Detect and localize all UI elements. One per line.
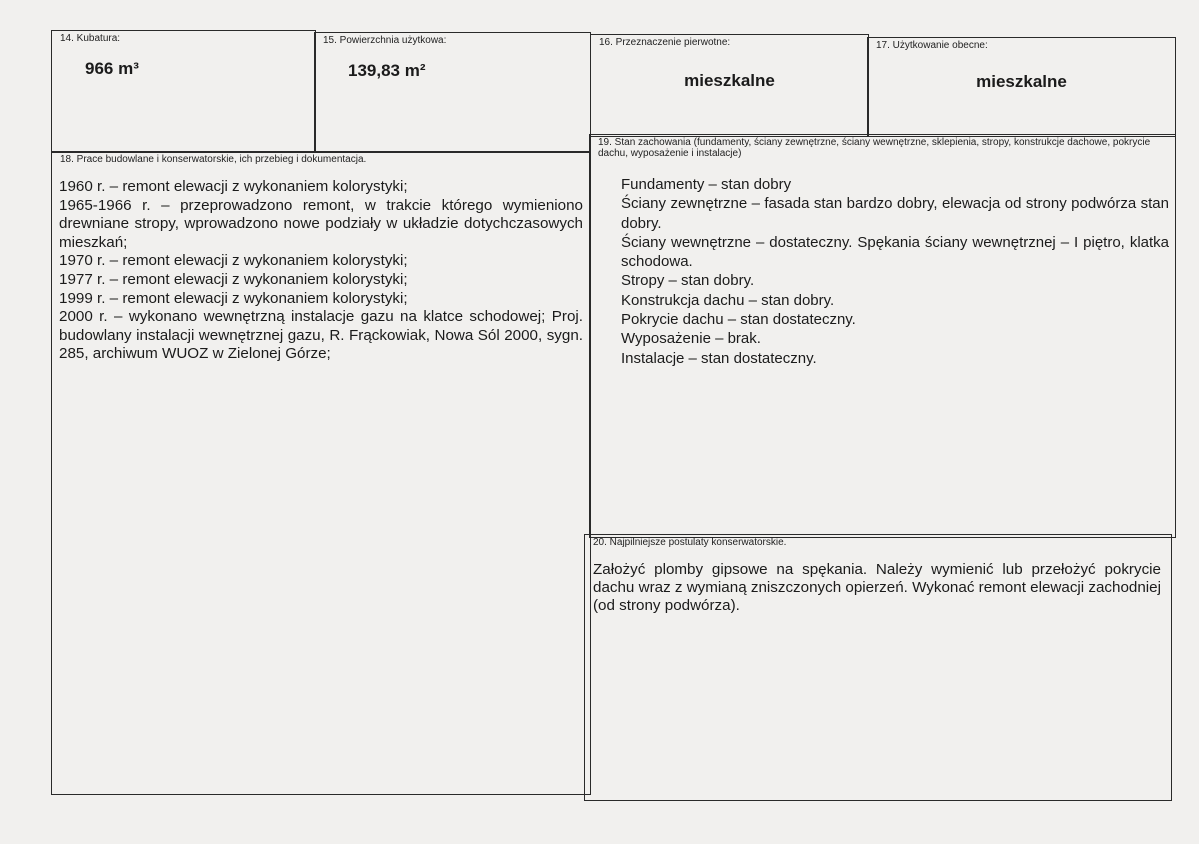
field-uzytkowanie (867, 37, 1176, 137)
powierzchnia-label: 15. Powierzchnia użytkowa: (323, 35, 447, 46)
kubatura-label: 14. Kubatura: (60, 33, 121, 44)
prace-entry-1999: 1999 r. – remont elewacji z wykonaniem kolorystyki; (59, 289, 408, 307)
postulaty-label: 20. Najpilniejsze postulaty konserwatorskie. (593, 537, 787, 548)
stan-item-sciany-wewnetrzne: Ściany wewnętrzne – dostateczny. Spękania ściany wewnętrznej – I piętro, klatka schodowa. (621, 233, 1169, 271)
field-kubatura (51, 30, 316, 153)
powierzchnia-value: 139,83 m² (348, 61, 426, 80)
uzytkowanie-value: mieszkalne (976, 72, 1067, 91)
stan-item-stropy: Stropy – stan dobry. (621, 272, 755, 290)
field-powierzchnia (314, 32, 591, 153)
uzytkowanie-label: 17. Użytkowanie obecne: (876, 40, 988, 51)
kubatura-value: 966 m³ (85, 59, 139, 78)
prace-entry-1960: 1960 r. – remont elewacji z wykonaniem kolorystyki; (59, 178, 408, 195)
prace-entry-1970: 1970 r. – remont elewacji z wykonaniem kolorystyki; (59, 252, 408, 270)
stan-item-instalacje: Instalacje – stan dostateczny. (621, 349, 817, 367)
stan-item-pokrycie-dachu: Pokrycie dachu – stan dostateczny. (621, 311, 856, 329)
stan-items (621, 175, 1169, 368)
field-prace (51, 151, 591, 795)
field-przeznaczenie (590, 34, 869, 137)
prace-label: 18. Prace budowlane i konserwatorskie, ich przebieg i dokumentacja. (60, 154, 367, 165)
field-stan-zachowania (589, 134, 1176, 538)
stan-label: 19. Stan zachowania (fundamenty, ściany zewnętrzne, ściany wewnętrzne, sklepienia, stropy, konstrukcje dachowe, pokrycie dachu, wyposażenie i instalacje) (598, 137, 1151, 159)
stan-item-sciany-zewnetrzne: Ściany zewnętrzne – fasada stan bardzo dobry, elewacja od strony podwórza stan dobry. (621, 195, 1169, 232)
stan-item-konstrukcja-dachu: Konstrukcja dachu – stan dobry. (621, 291, 835, 309)
przeznaczenie-value: mieszkalne (684, 71, 775, 90)
prace-entry-2000: 2000 r. – wykonano wewnętrzną instalacje gazu na klatce schodowej; Proj. budowlany instalacji wewnętrznej gazu, R. Frąckowiak, Nowa Sól 2000, sygn. 285, archiwum WUOZ w Zielonej Górze; (59, 308, 583, 363)
postulaty-text: Założyć plomby gipsowe na spękania. Należy wymienić lub przełożyć pokrycie dachu wraz z wymianą zniszczonych opierzeń. Wykonać remont elewacji zachodniej (od strony podwórza). (593, 561, 1161, 614)
field-postulaty (584, 534, 1172, 801)
stan-item-wyposazenie: Wyposażenie – brak. (621, 330, 761, 348)
prace-entry-1977: 1977 r. – remont elewacji z wykonaniem kolorystyki; (59, 270, 408, 288)
prace-entries (59, 178, 583, 364)
prace-entry-1965: 1965-1966 r. – przeprowadzono remont, w trakcie którego wymieniono drewniane stropy, wprowadzono nowe podziały w układzie dotychczasowych mieszkań; (59, 196, 583, 251)
przeznaczenie-label: 16. Przeznaczenie pierwotne: (599, 37, 731, 48)
stan-item-fundamenty: Fundamenty – stan dobry (621, 176, 792, 193)
